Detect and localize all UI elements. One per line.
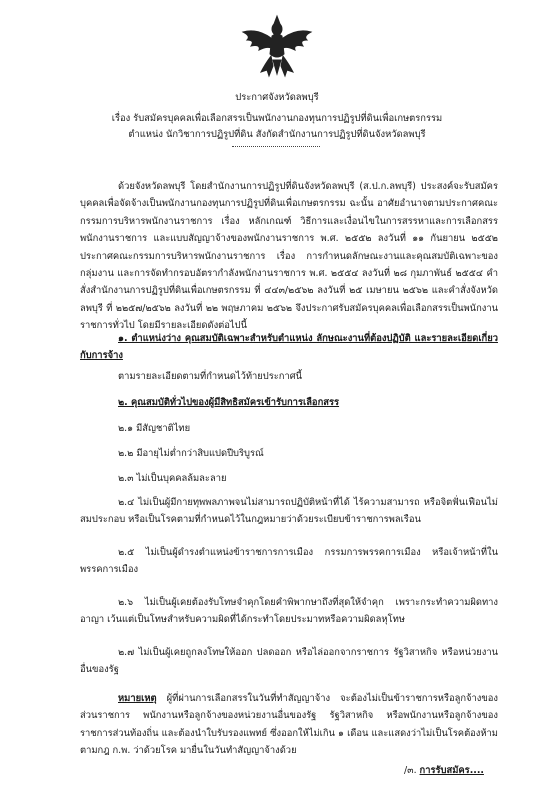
section-1-title: ๑. ตำแหน่งว่าง คุณสมบัติเฉพาะสำหรับตำแหน่ง ลักษณะงานที่ต้องปฏิบัติ และรายละเอียดเกี่ยวกับการจ้าง [80, 333, 498, 362]
intro-paragraph: ด้วยจังหวัดลพบุรี โดยสำนักงานการปฏิรูปที่ดินจังหวัดลพบุรี (ส.ป.ก.ลพบุรี) ประสงค์จะรับสมัครบุคคลเพื่อจัดจ้างเป็นพนักงานกองทุนการปฏิรูปที่ดินเพื่อเกษตรกรรม ฉะนั้น อาศัยอำนาจตามประกาศคณะกรรมการบริหารพนักงานราชการ เรื่อง หลักเกณฑ์ วิธีการและเงื่อนไขในการสรรหาและการเลือกสรรพนักงานราชการ และแบบสัญญาจ้างของพนักงานราชการ พ.ศ. ๒๕๕๒ ลงวันที่ ๑๑ กันยายน ๒๕๕๒ ประกาศคณะกรรมการบริหารพนักงานราชการ เรื่อง การกำหนดลักษณะงานและคุณสมบัติเฉพาะของกลุ่มงาน และการจัดทำกรอบอัตรากำลังพนักงานราชการ พ.ศ. ๒๕๕๔ ลงวันที่ ๒๘ กุมภาพันธ์ ๒๕๕๔ คำสั่งสำนักงานการปฏิรูปที่ดินเพื่อเกษตรกรรม ที่ ๔๔๓/๒๕๖๒ ลงวันที่ ๒๕ เมษายน ๒๕๖๒ และคำสั่งจังหวัดลพบุรี ที่ ๒๒๕๗/๒๕๖๒ ลงวันที่ ๒๒ พฤษภาคม ๒๕๖๒ จึงประกาศรับสมัครบุคคลเพื่อเลือกสรรเป็นพนักงานราชการทั่วไป โดยมีรายละเอียดดังต่อไปนี้ [80, 181, 498, 332]
continuation-prefix: /๓. [404, 765, 420, 776]
note-text: ผู้ที่ผ่านการเลือกสรรในวันที่ทำสัญญาจ้าง จะต้องไม่เป็นข้าราชการหรือลูกจ้างของส่วนราชการ พนักงานหรือลูกจ้างของหน่วยงานอื่นของรัฐ รัฐวิสาหกิจ หรือพนักงานหรือลูกจ้างของราชการส่วนท้องถิ่น และต้องนำใบรับรองแพทย์ ซึ่งออกให้ไม่เกิน ๑ เดือน และแสดงว่าไม่เป็นโรคต้องห้ามตามกฎ ก.พ. ว่าด้วยโรค มายื่นในวันทำสัญญาจ้างด้วย [80, 693, 498, 757]
continuation-next: การรับสมัคร.... [419, 765, 484, 776]
note-paragraph [80, 690, 498, 760]
header-separator [232, 146, 320, 147]
qualification-item: ๒.๑ มีสัญชาติไทย [118, 423, 191, 434]
section-1-body: ตามรายละเอียดตามที่กำหนดไว้ท้ายประกาศนี้ [118, 371, 303, 382]
garuda-emblem [237, 14, 317, 80]
qualification-item: ๒.๕ ไม่เป็นผู้ดำรงตำแหน่งข้าราชการการเมือง กรรมการพรรคการเมือง หรือเจ้าหน้าที่ในพรรคการเมือง [80, 547, 498, 576]
qualification-item: ๒.๖ ไม่เป็นผู้เคยต้องรับโทษจำคุกโดยคำพิพากษาถึงที่สุดให้จำคุก เพราะกระทำความผิดทางอาญา เว้นแต่เป็นโทษสำหรับความผิดที่ได้กระทำโดยประมาทหรือความผิดลหุโทษ [80, 597, 498, 626]
section-2-title: ๒. คุณสมบัติทั่วไปของผู้มีสิทธิสมัครเข้ารับการเลือกสรร [118, 397, 340, 408]
qualification-item: ๒.๓ ไม่เป็นบุคคลล้มละลาย [118, 473, 227, 484]
page-continuation [404, 762, 484, 779]
announcement-position: ตำแหน่ง นักวิชาการปฏิรูปที่ดิน สังกัดสำนักงานการปฏิรูปที่ดินจังหวัดลพบุรี [128, 129, 426, 140]
qualification-item: ๒.๒ มีอายุไม่ต่ำกว่าสิบแปดปีบริบูรณ์ [118, 448, 264, 459]
qualification-item: ๒.๗ ไม่เป็นผู้เคยถูกลงโทษให้ออก ปลดออก หรือไล่ออกจากราชการ รัฐวิสาหกิจ หรือหน่วยงานอื่นของรัฐ [80, 647, 498, 676]
note-label: หมายเหตุ [118, 693, 157, 704]
announcement-subject: เรื่อง รับสมัครบุคคลเพื่อเลือกสรรเป็นพนักงานกองทุนการปฏิรูปที่ดินเพื่อเกษตรกรรม [111, 113, 443, 124]
announcement-org: ประกาศจังหวัดลพบุรี [235, 92, 319, 103]
qualification-item: ๒.๔ ไม่เป็นผู้มีกายทุพพลภาพจนไม่สามารถปฏิบัติหน้าที่ได้ ไร้ความสามารถ หรือจิตฟั่นเฟือนไม่สมประกอบ หรือเป็นโรคตามที่กำหนดไว้ในกฎหมายว่าด้วยระเบียบข้าราชการพลเรือน [80, 497, 498, 526]
